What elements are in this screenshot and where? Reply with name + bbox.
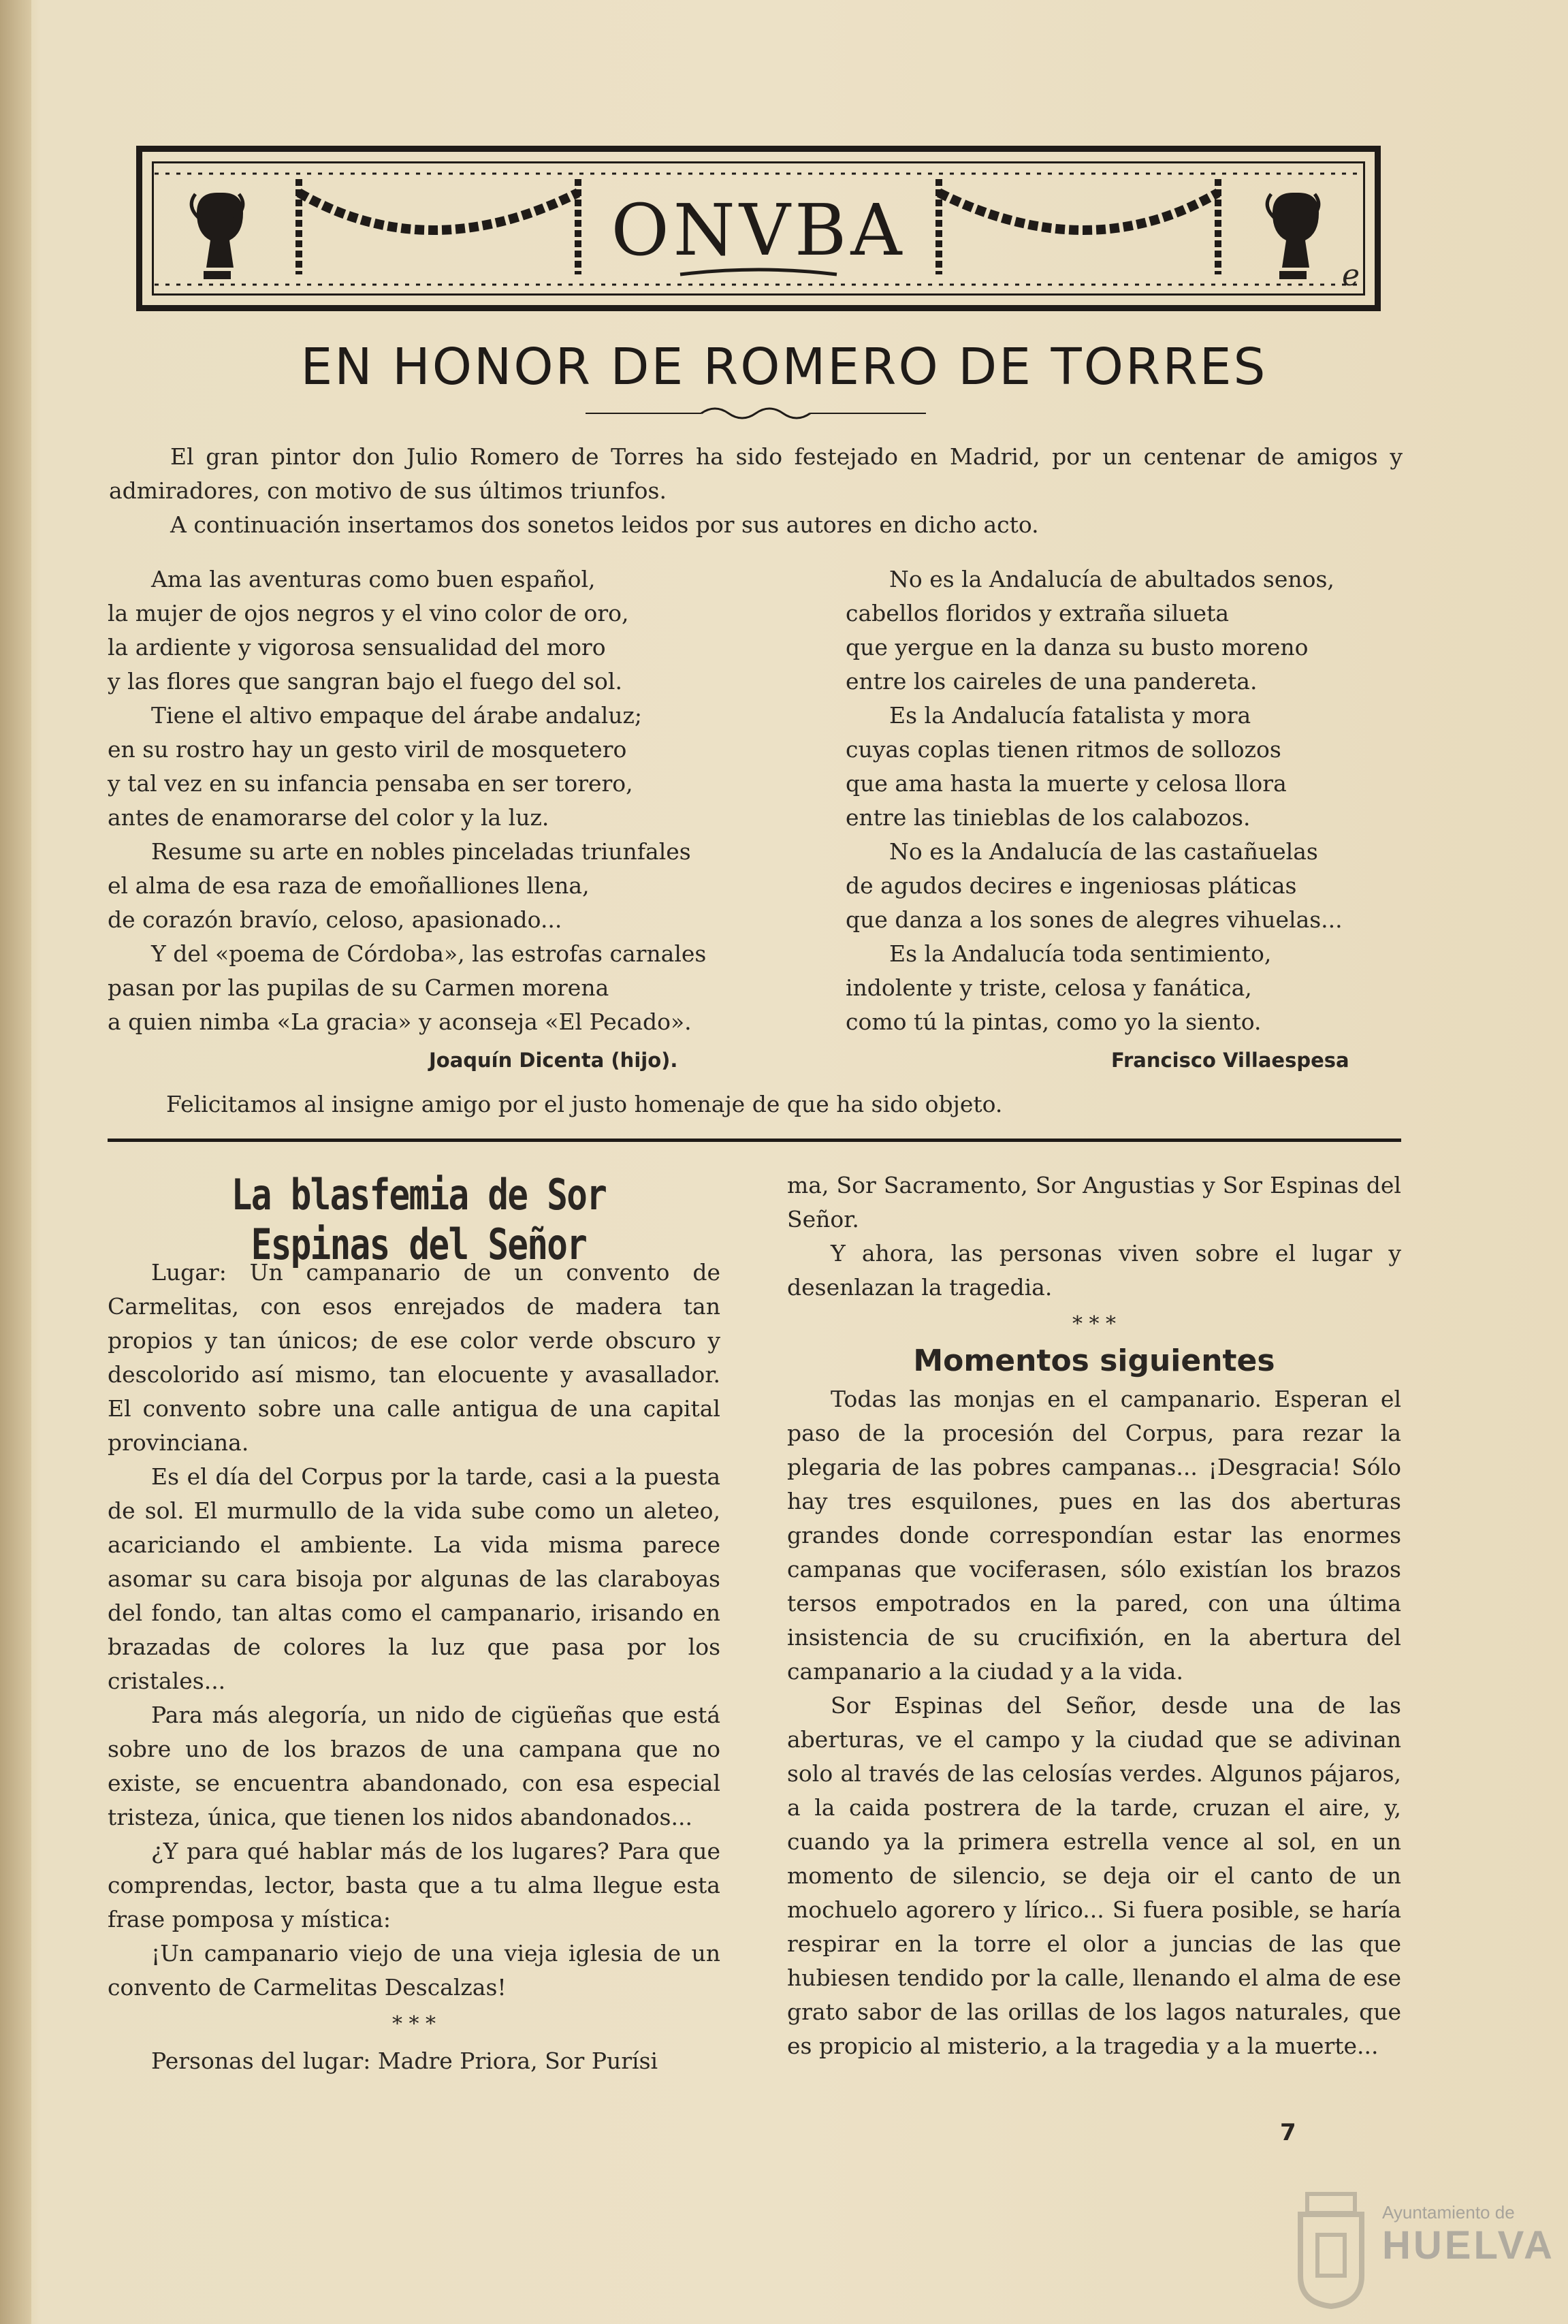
poem-line: cuyas coplas tienen ritmos de sollozos <box>846 736 1281 763</box>
poem-line: entre las tinieblas de los calabozos. <box>846 804 1251 831</box>
poem-line: antes de enamorarse del color y la luz. <box>108 804 549 831</box>
article-paragraph: Lugar: Un campanario de un convento de Carmelitas, con esos enrejados de madera tan propios y tan únicos; de ese color verde obscuro y descolorido así mismo, tan elocuente y avasallador. El convento sobre una calle antigua de una capital provinciana. <box>108 1259 720 1456</box>
headline: EN HONOR DE ROMERO DE TORRES <box>300 338 1268 396</box>
intro-paragraph: A continuación insertamos dos sonetos leidos por sus autores en dicho acto. <box>170 511 1039 538</box>
author-left: Joaquín Dicenta (hijo). <box>429 1049 678 1072</box>
poem-line: Tiene el altivo empaque del árabe andaluz; <box>151 702 643 729</box>
poem-line: que danza a los sones de alegres vihuelas... <box>846 906 1343 933</box>
article-right-column <box>787 1168 1401 2063</box>
masthead-monogram: e <box>1341 258 1360 293</box>
article-paragraph: Todas las monjas en el campanario. Esperan el paso de la procesión del Corpus, para rezar la plegaria de las pobres campanas... ¡Desgracia! Sólo hay tres esquilones, pues en las dos aberturas grandes donde correspondían estar las enormes campanas que vociferasen, sólo existían los brazos tersos empotrados en la pared, con una última insistencia de su crucifixión, en la abertura del campanario a la ciudad y a la vida. <box>787 1386 1401 1685</box>
poem-line: Y del «poema de Córdoba», las estrofas carnales <box>151 940 707 967</box>
poem-line: la mujer de ojos negros y el vino color de oro, <box>108 600 629 626</box>
article-left-column <box>108 1256 720 2078</box>
article-title: La blasfemia de Sor Espinas del Señor <box>231 1170 607 1269</box>
asterism: * * * <box>391 2012 436 2036</box>
asterism: * * * <box>1072 1312 1117 1336</box>
poem-line: que ama hasta la muerte y celosa llora <box>846 770 1287 797</box>
author-right: Francisco Villaespesa <box>1111 1049 1349 1072</box>
sonnet-left <box>108 562 720 1039</box>
watermark-top: Ayuntamiento de <box>1382 2202 1515 2223</box>
poem-line: de agudos decires e ingeniosas pláticas <box>846 872 1297 899</box>
article-paragraph: ¡Un campanario viejo de una vieja iglesia de un convento de Carmelitas Descalzas! <box>108 1940 720 2001</box>
article-paragraph: Y ahora, las personas viven sobre el lugar y desenlazan la tragedia. <box>787 1240 1401 1301</box>
poem-line: Es la Andalucía toda sentimiento, <box>889 940 1272 967</box>
poem-line: la ardiente y vigorosa sensualidad del moro <box>108 634 606 660</box>
poem-line: Resume su arte en nobles pinceladas triunfales <box>151 838 691 865</box>
poem-line: en su rostro hay un gesto viril de mosquetero <box>108 736 627 763</box>
poem-line: No es la Andalucía de abultados senos, <box>889 566 1334 592</box>
persons-line: Personas del lugar: Madre Priora, Sor Purísi <box>151 2048 658 2074</box>
poem-line: como tú la pintas, como yo la siento. <box>846 1008 1262 1035</box>
section-divider <box>108 1139 1401 1142</box>
article-paragraph: Es el día del Corpus por la tarde, casi a la puesta de sol. El murmullo de la vida sube como un aleteo, acariciando el ambiente. La vida misma parece asomar su cara bisoja por algunas de las claraboyas del fondo, tan altas como el campanario, irisando en brazadas de colores la luz que pasa por los cristales... <box>108 1463 720 1694</box>
poem-line: el alma de esa raza de emoñalliones llena, <box>108 872 590 899</box>
masthead-banner <box>136 146 1381 311</box>
closing-line: Felicitamos al insigne amigo por el justo homenaje de que ha sido objeto. <box>166 1091 1003 1117</box>
masthead-title: ONVBA <box>611 189 906 272</box>
poem-line: y tal vez en su infancia pensaba en ser torero, <box>108 770 633 797</box>
poem-line: que yergue en la danza su busto moreno <box>846 634 1309 660</box>
watermark-main: HUELVA <box>1382 2223 1555 2267</box>
poem-line: No es la Andalucía de las castañuelas <box>889 838 1318 865</box>
intro-paragraph: El gran pintor don Julio Romero de Torres ha sido festejado en Madrid, por un centenar de amigos y admiradores, con motivo de sus últimos triunfos. <box>109 443 1403 504</box>
subhead: Momentos siguientes <box>913 1343 1275 1378</box>
huelva-seal-icon <box>1287 2187 1375 2310</box>
article-paragraph: Para más alegoría, un nido de cigüeñas que está sobre uno de los brazos de una campana que no existe, se encuentra abandonado, con esa especial tristeza, única, que tienen los nidos abandonados... <box>108 1702 720 1830</box>
poem-line: y las flores que sangran bajo el fuego del sol. <box>108 668 622 695</box>
poem-line: de corazón bravío, celoso, apasionado... <box>108 906 562 933</box>
article-paragraph: ma, Sor Sacramento, Sor Angustias y Sor Espinas del Señor. <box>787 1172 1401 1232</box>
poem-line: pasan por las pupilas de su Carmen morena <box>108 974 609 1001</box>
headline-ornament <box>586 403 926 424</box>
article-paragraph: Sor Espinas del Señor, desde una de las aberturas, ve el campo y la ciudad que se adivinan solo al través de las celosías verdes. Algunos pájaros, a la caida postrera de la tarde, cruzan el aire, y, cuando ya la primera estrella vence al sol, en un momento de silencio, se deja oir el canto de un mochuelo agorero y lírico... Si fuera posible, se haría respirar en la torre el olor a juncias de las que hubiesen tendido por la calle, llenando el alma de ese grato sabor de las orillas de los lagos naturales, que es propicio al misterio, a la tragedia y a la muerte... <box>787 1692 1401 2059</box>
poem-line: Ama las aventuras como buen español, <box>151 566 596 592</box>
poem-line: indolente y triste, celosa y fanática, <box>846 974 1252 1001</box>
page-number: 7 <box>1280 2119 1296 2146</box>
poem-line: entre los caireles de una pandereta. <box>846 668 1258 695</box>
poem-line: a quien nimba «La gracia» y aconseja «El Pecado». <box>108 1008 692 1035</box>
poem-line: cabellos floridos y extraña silueta <box>846 600 1229 626</box>
intro-text <box>109 440 1403 542</box>
article-paragraph: ¿Y para qué hablar más de los lugares? Para que comprendas, lector, basta que a tu alma llegue esta frase pomposa y mística: <box>108 1838 720 1932</box>
poem-line: Es la Andalucía fatalista y mora <box>889 702 1251 729</box>
sonnet-right <box>846 562 1458 1039</box>
